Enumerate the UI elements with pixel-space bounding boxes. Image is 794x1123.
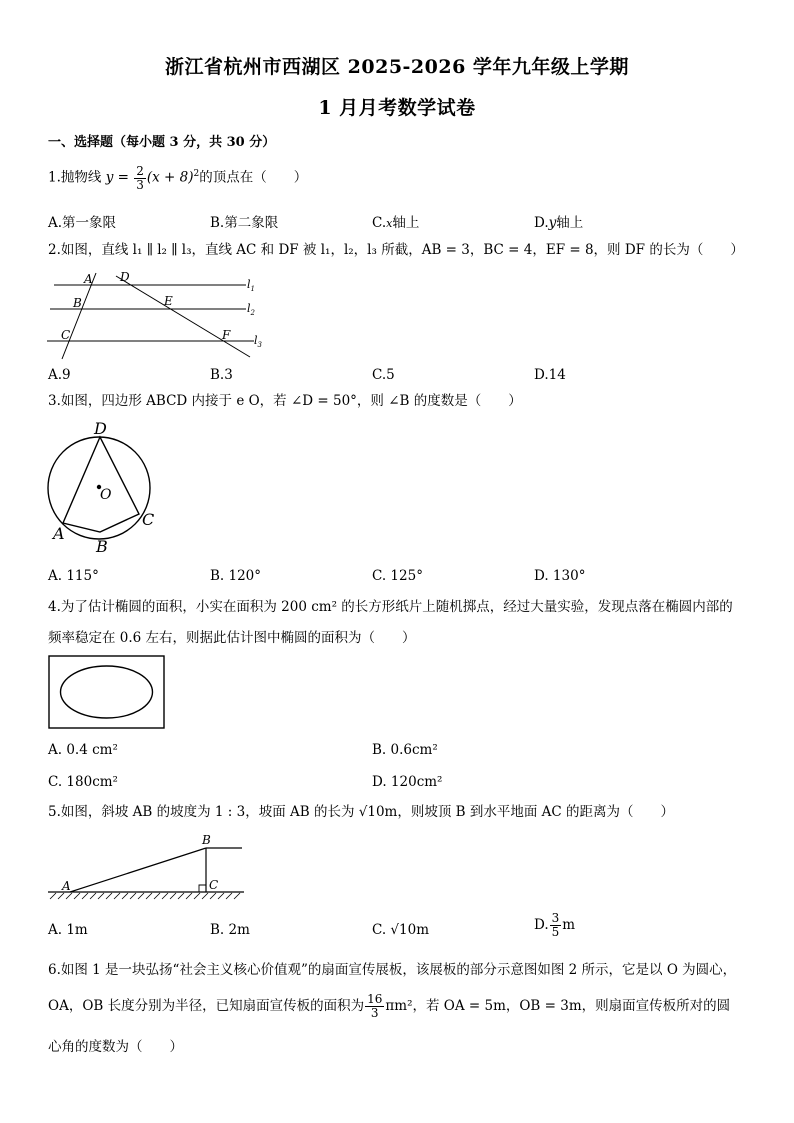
label-E: E <box>164 294 173 308</box>
question-1 <box>48 164 307 192</box>
q5-option-a[interactable]: A. 1m <box>48 922 88 938</box>
q5-option-d[interactable]: D. $\frac{3}{5}$ m <box>534 911 576 939</box>
q1-option-a[interactable]: A.第一象限 <box>48 215 117 231</box>
exam-title-line1: 浙江省杭州市西湖区 2025-2026 学年九年级上学期 <box>165 56 629 78</box>
section-heading: 一、选择题（每小题 3 分，共 30 分） <box>48 135 276 150</box>
question-5: 5.如图，斜坡 AB 的坡度为 1 : 3，坡面 AB 的长为 √10m，则坡顶 B 到水平地面 AC 的距离为（ ） <box>48 804 675 820</box>
q3-inscribed-quadrilateral-figure <box>44 418 168 558</box>
q4-option-b[interactable]: B. 0.6cm² <box>372 742 438 758</box>
question-3: 3.如图，四边形 ABCD 内接于 e O，若 ∠D = 50°，则 ∠B 的度数是（ ） <box>48 393 522 409</box>
q1-eq-lhs: y = <box>105 169 129 186</box>
label-B: B <box>96 537 108 556</box>
q3-option-c[interactable]: C. 125° <box>372 568 423 584</box>
label-B: B <box>202 833 211 847</box>
label-D: D <box>120 270 130 284</box>
question-4-line2: 频率稳定在 0.6 左右，则据此估计图中椭圆的面积为（ ） <box>48 630 416 646</box>
q3-option-b[interactable]: B. 120° <box>210 568 262 584</box>
q5-slope-figure <box>46 832 246 902</box>
q2-parallel-lines-figure <box>44 268 274 360</box>
q2-option-d[interactable]: D.14 <box>534 367 566 383</box>
label-B: B <box>73 296 82 310</box>
question-6-line1: 6.如图 1 是一块弘扬“社会主义核心价值观”的扇面宣传展板，该展板的部分示意图如图 2 所示，它是以 O 为圆心， <box>48 962 737 978</box>
label-A: A <box>84 272 93 286</box>
label-D: D <box>94 419 107 438</box>
label-l3: $l_3$ <box>254 334 262 349</box>
question-2: 2.如图，直线 l₁ ∥ l₂ ∥ l₃，直线 AC 和 DF 被 l₁，l₂，l₃ 所截，AB = 3，BC = 4，EF = 8，则 DF 的长为（ ） <box>48 242 744 258</box>
label-C: C <box>142 510 155 529</box>
question-6-line2: OA，OB 长度分别为半径，已知扇面宣传板的面积为 $\frac{16}{3}$ πm²，若 OA = 5m，OB = 3m，则扇面宣传板所对的圆 <box>48 992 731 1020</box>
q5-option-c[interactable]: C. √10m <box>372 922 430 938</box>
q1-option-b[interactable]: B.第二象限 <box>210 215 279 231</box>
question-4-line1: 4.为了估计椭圆的面积，小实在面积为 200 cm² 的长方形纸片上随机掷点，经过大量实验，发现点落在椭圆内部的 <box>48 599 733 615</box>
label-A: A <box>62 879 71 893</box>
q1-option-d[interactable]: D.y轴上 <box>534 215 584 231</box>
exam-title-line2: 1 月月考数学试卷 <box>318 97 476 119</box>
q1-exponent: 2 <box>193 169 200 179</box>
q4-option-c[interactable]: C. 180cm² <box>48 774 118 790</box>
label-O: O <box>100 487 112 503</box>
label-l2: $l_2$ <box>247 302 255 317</box>
q2-option-a[interactable]: A.9 <box>48 367 71 383</box>
q1-option-c[interactable]: C.x轴上 <box>372 215 420 231</box>
q1-fraction: $\frac{2}{3}$ <box>136 163 144 192</box>
label-F: F <box>222 328 231 342</box>
label-C: C <box>209 878 219 892</box>
label-A: A <box>53 524 65 543</box>
q1-eq-rhs: (x + 8) <box>146 169 194 186</box>
q3-option-a[interactable]: A. 115° <box>48 568 99 584</box>
q4-option-a[interactable]: A. 0.4 cm² <box>48 742 118 758</box>
q2-option-c[interactable]: C.5 <box>372 367 395 383</box>
label-C: C <box>61 328 71 342</box>
q5-option-b[interactable]: B. 2m <box>210 922 250 938</box>
q4-option-d[interactable]: D. 120cm² <box>372 774 443 790</box>
question-6-line3: 心角的度数为（ ） <box>48 1039 183 1055</box>
q1-text-b: 的顶点在（ ） <box>199 169 308 186</box>
q3-option-d[interactable]: D. 130° <box>534 568 586 584</box>
q1-number: 1. <box>48 169 61 186</box>
q2-option-b[interactable]: B.3 <box>210 367 233 383</box>
q4-rectangle-ellipse-figure <box>48 655 166 730</box>
label-l1: $l_1$ <box>247 278 255 293</box>
q1-text-a: 抛物线 <box>60 169 102 186</box>
